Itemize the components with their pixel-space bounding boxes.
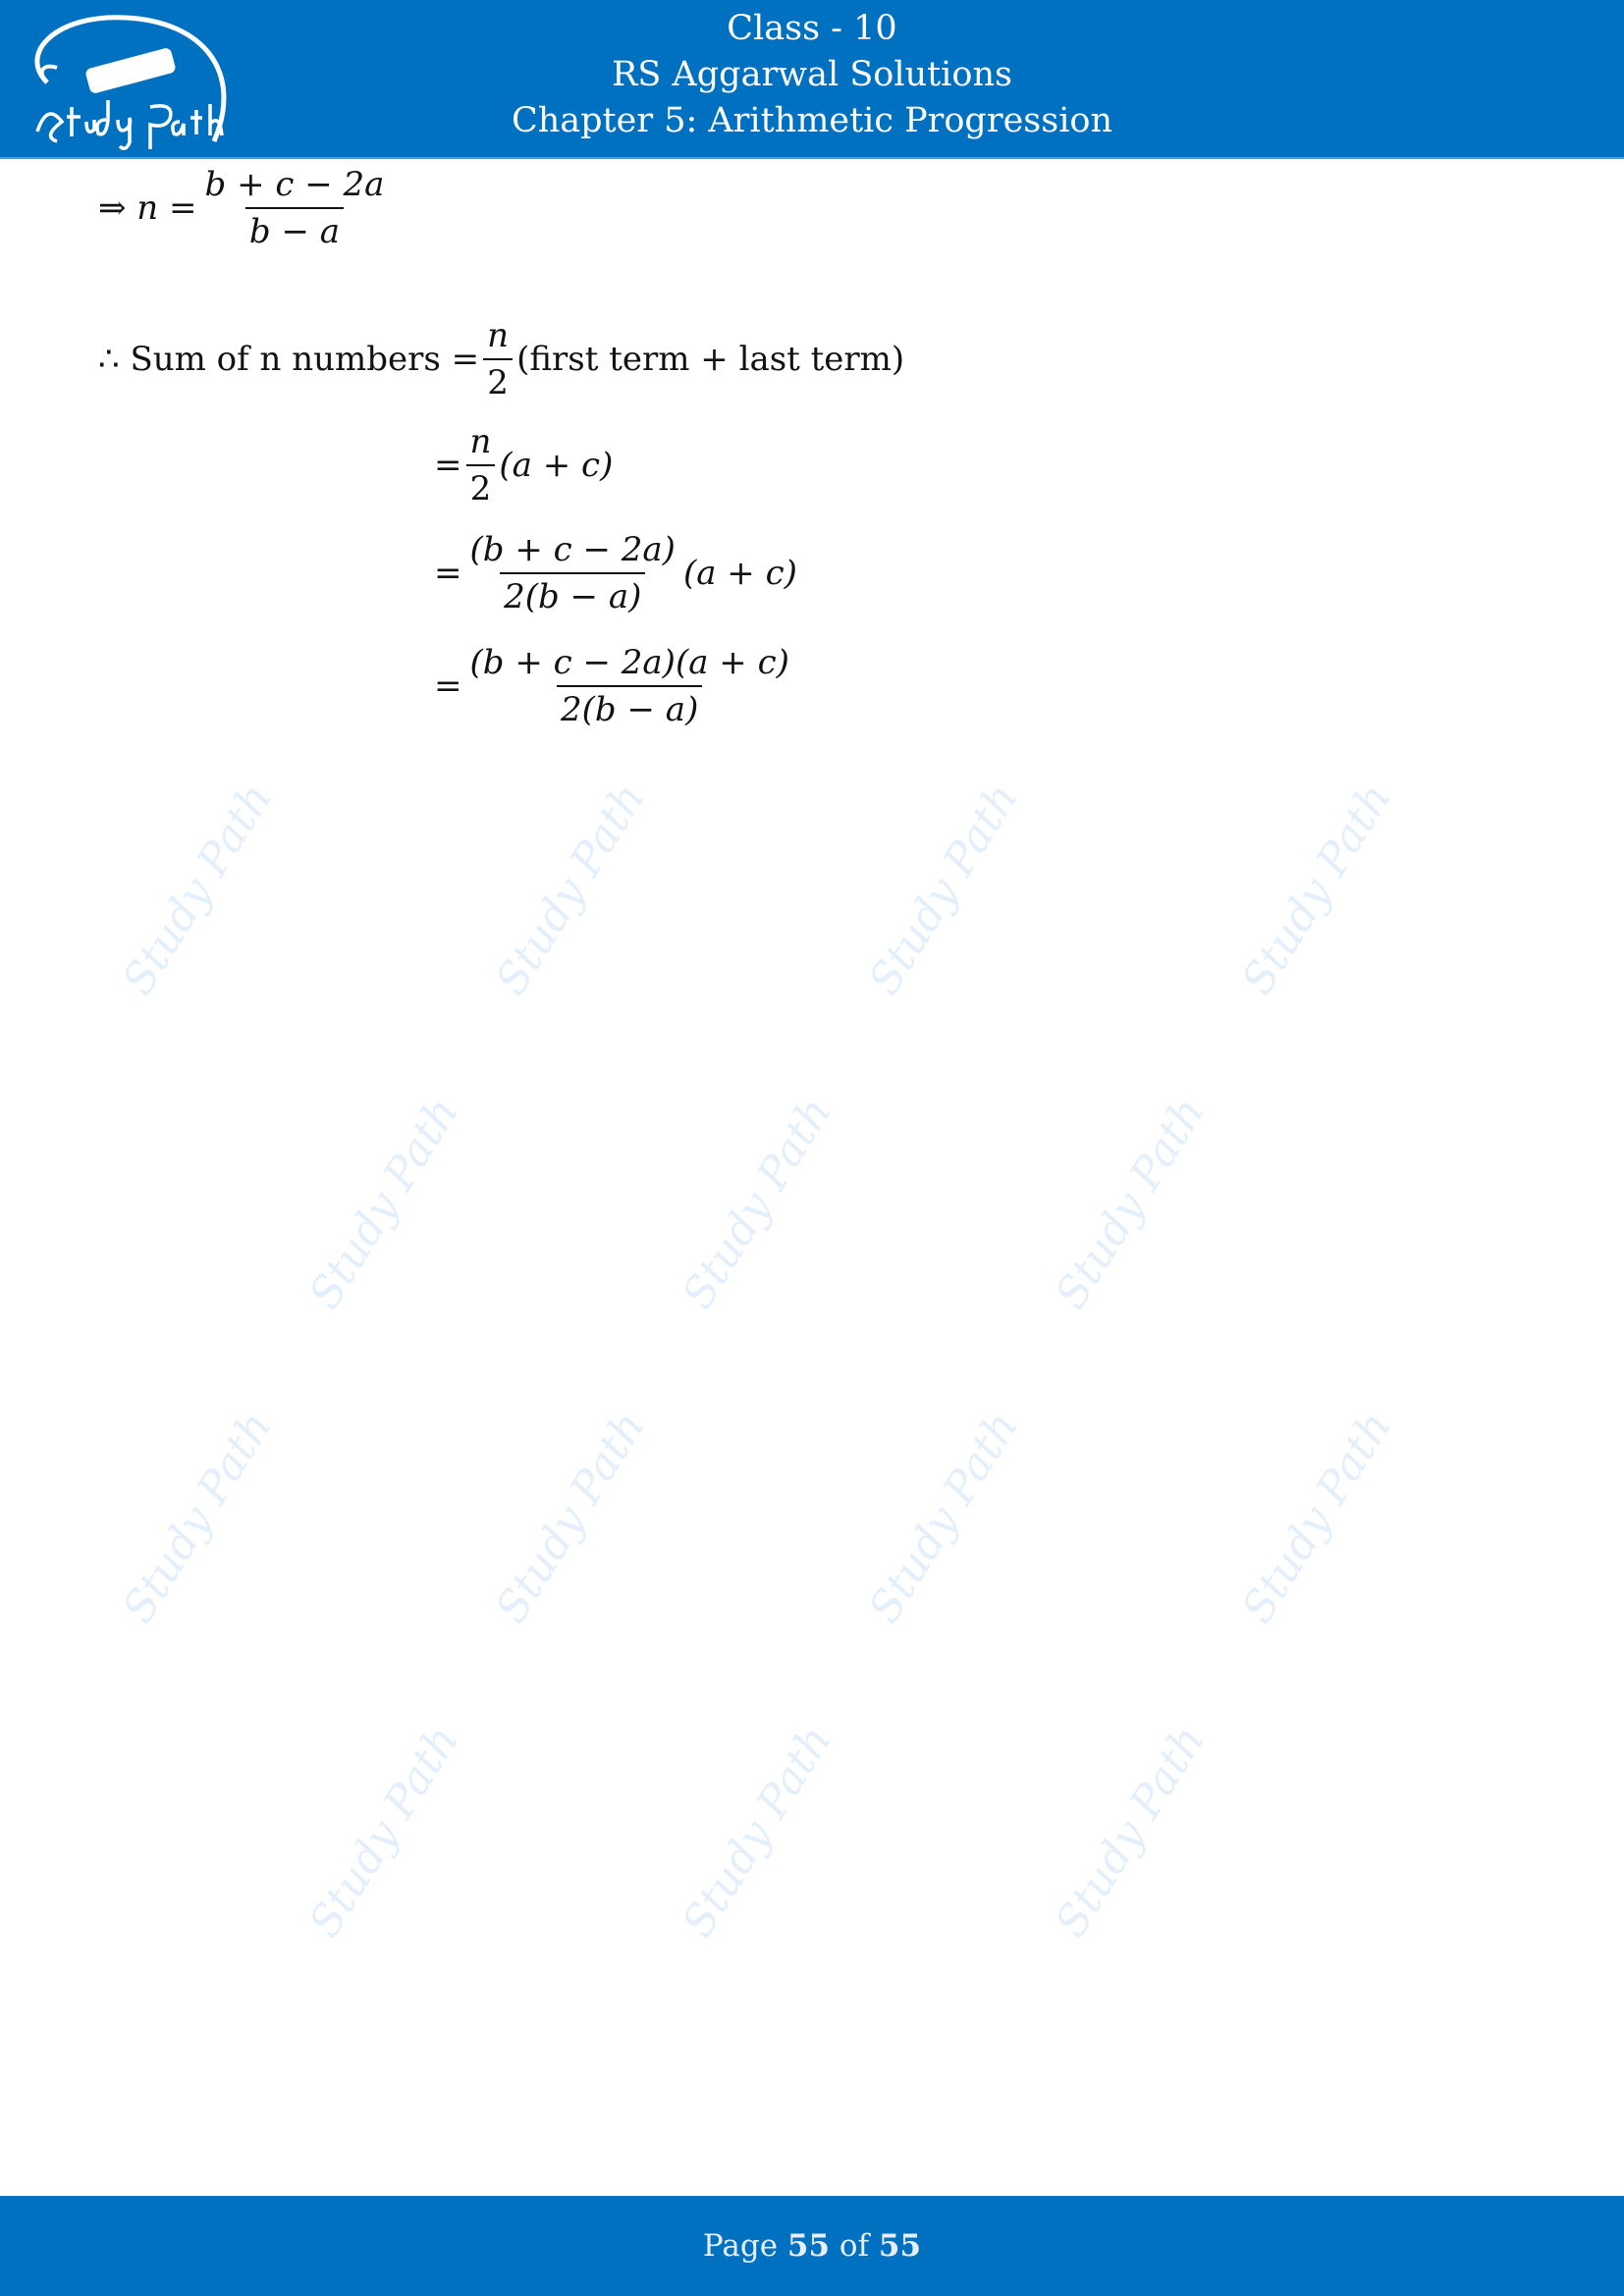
numerator: n [469,422,492,461]
watermark: Study Path [859,774,1029,1004]
page-header [0,0,1624,159]
eq1-lhs: ⇒ n = [98,188,197,228]
watermark: Study Path [299,1717,469,1947]
denominator: 2(b − a) [557,685,702,729]
denominator: 2 [483,358,513,402]
page-number: 55 [786,2228,831,2264]
watermark: Study Path [1232,774,1402,1004]
equals: = [434,446,462,485]
watermark: Study Path [859,1403,1029,1632]
watermark: Study Path [486,774,656,1004]
watermark: Study Path [1046,1717,1216,1947]
fraction [466,422,496,508]
header-class: Class - 10 [727,9,897,48]
fraction [466,643,793,729]
of-label: of [839,2228,870,2264]
watermark: Study Path [1046,1089,1216,1318]
watermark: Study Path [673,1717,842,1947]
numerator: b + c − 2a [204,165,385,204]
header-book: RS Aggarwal Solutions [612,55,1012,94]
watermark: Study Path [486,1403,656,1632]
fraction [201,165,389,251]
equals: = [434,554,462,593]
header-chapter: Chapter 5: Arithmetic Progression [511,101,1113,140]
page-footer [0,2196,1624,2296]
equals: = [434,667,462,706]
denominator: 2 [466,464,496,508]
denominator: b − a [245,207,344,251]
page-label: Page [702,2228,779,2264]
numerator: (b + c − 2a)(a + c) [469,643,789,682]
equation-step-2 [434,530,797,616]
watermark: Study Path [673,1089,842,1318]
denominator: 2(b − a) [500,572,645,616]
eq4-rest: (a + c) [682,554,797,593]
fraction [483,316,513,402]
numerator: (b + c − 2a) [469,530,676,569]
equation-n [98,165,392,251]
fraction [466,530,679,616]
equation-step-3 [434,643,797,729]
equation-sum [98,316,904,402]
watermark: Study Path [1232,1403,1402,1632]
eq2-lhs: ∴ Sum of n numbers = [98,340,480,379]
watermark: Study Path [113,1403,283,1632]
eq2-rest: (first term + last term) [516,340,905,379]
page-total: 55 [878,2228,922,2264]
eq3-rest: (a + c) [499,446,614,485]
watermark: Study Path [299,1089,469,1318]
equation-step-1 [434,422,613,508]
numerator: n [487,316,510,355]
watermark: Study Path [113,774,283,1004]
